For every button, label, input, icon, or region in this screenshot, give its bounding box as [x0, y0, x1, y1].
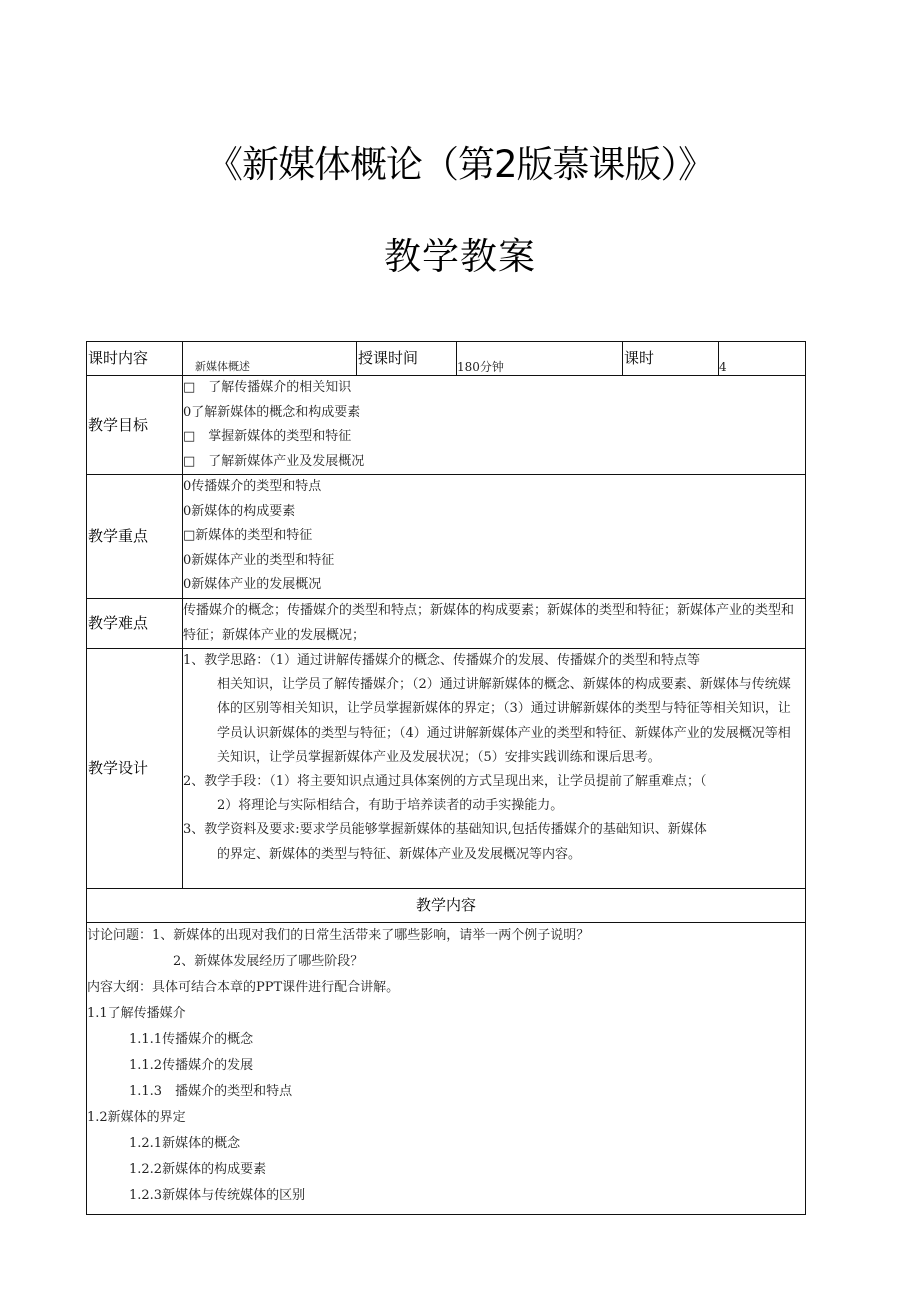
- paragraph-first-line: 2、教学手段：（1）将主要知识点通过具体案例的方式呈现出来，让学员提前了解重难点；（: [183, 774, 707, 790]
- list-item: □ 了解传播媒介的相关知识: [183, 380, 352, 395]
- objectives-list: [183, 376, 806, 475]
- key-points-row: [87, 475, 806, 599]
- label-lesson-content: 课时内容: [87, 342, 183, 376]
- paragraph-continuation: 的界定、新媒体的类型与特征、新媒体产业及发展概况等内容。: [217, 846, 582, 862]
- label-difficulties: 教学难点: [87, 599, 183, 649]
- label-key-points: 教学重点: [87, 475, 183, 599]
- paragraph-continuation: 2）将理论与实际相结合，有助于培养读者的动手实操能力。: [217, 798, 564, 814]
- value-lesson-content: 新媒体概述: [183, 342, 357, 376]
- list-item: 0新媒体的构成要素: [183, 503, 296, 519]
- lesson-plan-table: [86, 341, 806, 1215]
- content-outline: 内容大纲：具体可结合本章的PPT课件进行配合讲解。: [87, 980, 400, 995]
- list-item: □新媒体的类型和特征: [183, 528, 313, 543]
- label-design: 教学设计: [87, 649, 183, 889]
- content-row: [87, 923, 806, 1215]
- content-body: [87, 923, 806, 1215]
- list-item: 0了解新媒体的概念和构成要素: [183, 404, 361, 420]
- subsection: 1.2.1新媒体的概念: [129, 1136, 241, 1151]
- paragraph-first-line: 3、教学资料及要求:要求学员能够掌握新媒体的基础知识,包括传播媒介的基础知识、新媒体: [183, 822, 707, 838]
- document-subtitle: 教学教案: [384, 235, 536, 278]
- section-heading: 1.2新媒体的界定: [87, 1110, 186, 1125]
- list-item: 0新媒体产业的类型和特征: [183, 552, 335, 568]
- difficulties-text: 传播媒介的概念；传播媒介的类型和特点；新媒体的构成要素；新媒体的类型和特征；新媒体产业的类型和特征；新媒体产业的发展概况；: [183, 599, 806, 649]
- difficulties-row: [87, 599, 806, 649]
- key-points-list: [183, 475, 806, 599]
- value-teaching-time: 180分钟: [457, 342, 623, 376]
- design-paragraph-3: [183, 818, 803, 866]
- paragraph-first-line: 1、教学思路：（1）通过讲解传播媒介的概念、传播媒介的发展、传播媒介的类型和特点等: [183, 653, 701, 668]
- document-title: 《新媒体概论（第2版慕课版）》: [205, 143, 715, 186]
- content-heading-row: [87, 889, 806, 923]
- subsection: 1.1.3 播媒介的类型和特点: [129, 1084, 293, 1099]
- value-class-hours: 4: [719, 342, 806, 376]
- discussion-question-2: 2、新媒体发展经历了哪些阶段？: [173, 954, 364, 969]
- design-paragraph-1: [183, 649, 803, 770]
- list-item: □ 了解新媒体产业及发展概况: [183, 453, 365, 469]
- list-item: 0新媒体产业的发展概况: [183, 577, 322, 592]
- header-row: [87, 342, 806, 376]
- content-heading: 教学内容: [87, 889, 806, 923]
- discussion-question-1: 讨论问题：1、新媒体的出现对我们的日常生活带来了哪些影响，请举一两个例子说明？: [87, 928, 590, 943]
- design-row: [87, 649, 806, 889]
- section-heading: 1.1了解传播媒介: [87, 1006, 186, 1021]
- list-item: □ 掌握新媒体的类型和特征: [183, 429, 352, 444]
- design-paragraph-2: [183, 770, 803, 818]
- subsection: 1.1.1传播媒介的概念: [129, 1032, 254, 1047]
- subsection: 1.2.3新媒体与传统媒体的区别: [129, 1188, 306, 1203]
- list-item: 0传播媒介的类型和特点: [183, 479, 322, 494]
- label-objectives: 教学目标: [87, 376, 183, 475]
- design-text: [183, 649, 806, 889]
- subsection: 1.1.2传播媒介的发展: [129, 1058, 254, 1073]
- objectives-row: [87, 376, 806, 475]
- label-teaching-time: 授课时间: [357, 342, 457, 376]
- label-class-hours: 课时: [623, 342, 719, 376]
- paragraph-continuation: 相关知识，让学员了解传播媒介；（2）通过讲解新媒体的概念、新媒体的构成要素、新媒体与传统媒体的区别等相关知识，让学员掌握新媒体的界定；（3）通过讲解新媒体的类型与特征等相关知识，让学员认识新媒体的类型与特征；（4）通过讲解新媒体产业的类型和特征、新媒体产业的发展概况等相关知识，让学员掌握新媒体产业及发展状况；（5）安排实践训练和课后思考。: [217, 677, 791, 765]
- subsection: 1.2.2新媒体的构成要素: [129, 1162, 267, 1177]
